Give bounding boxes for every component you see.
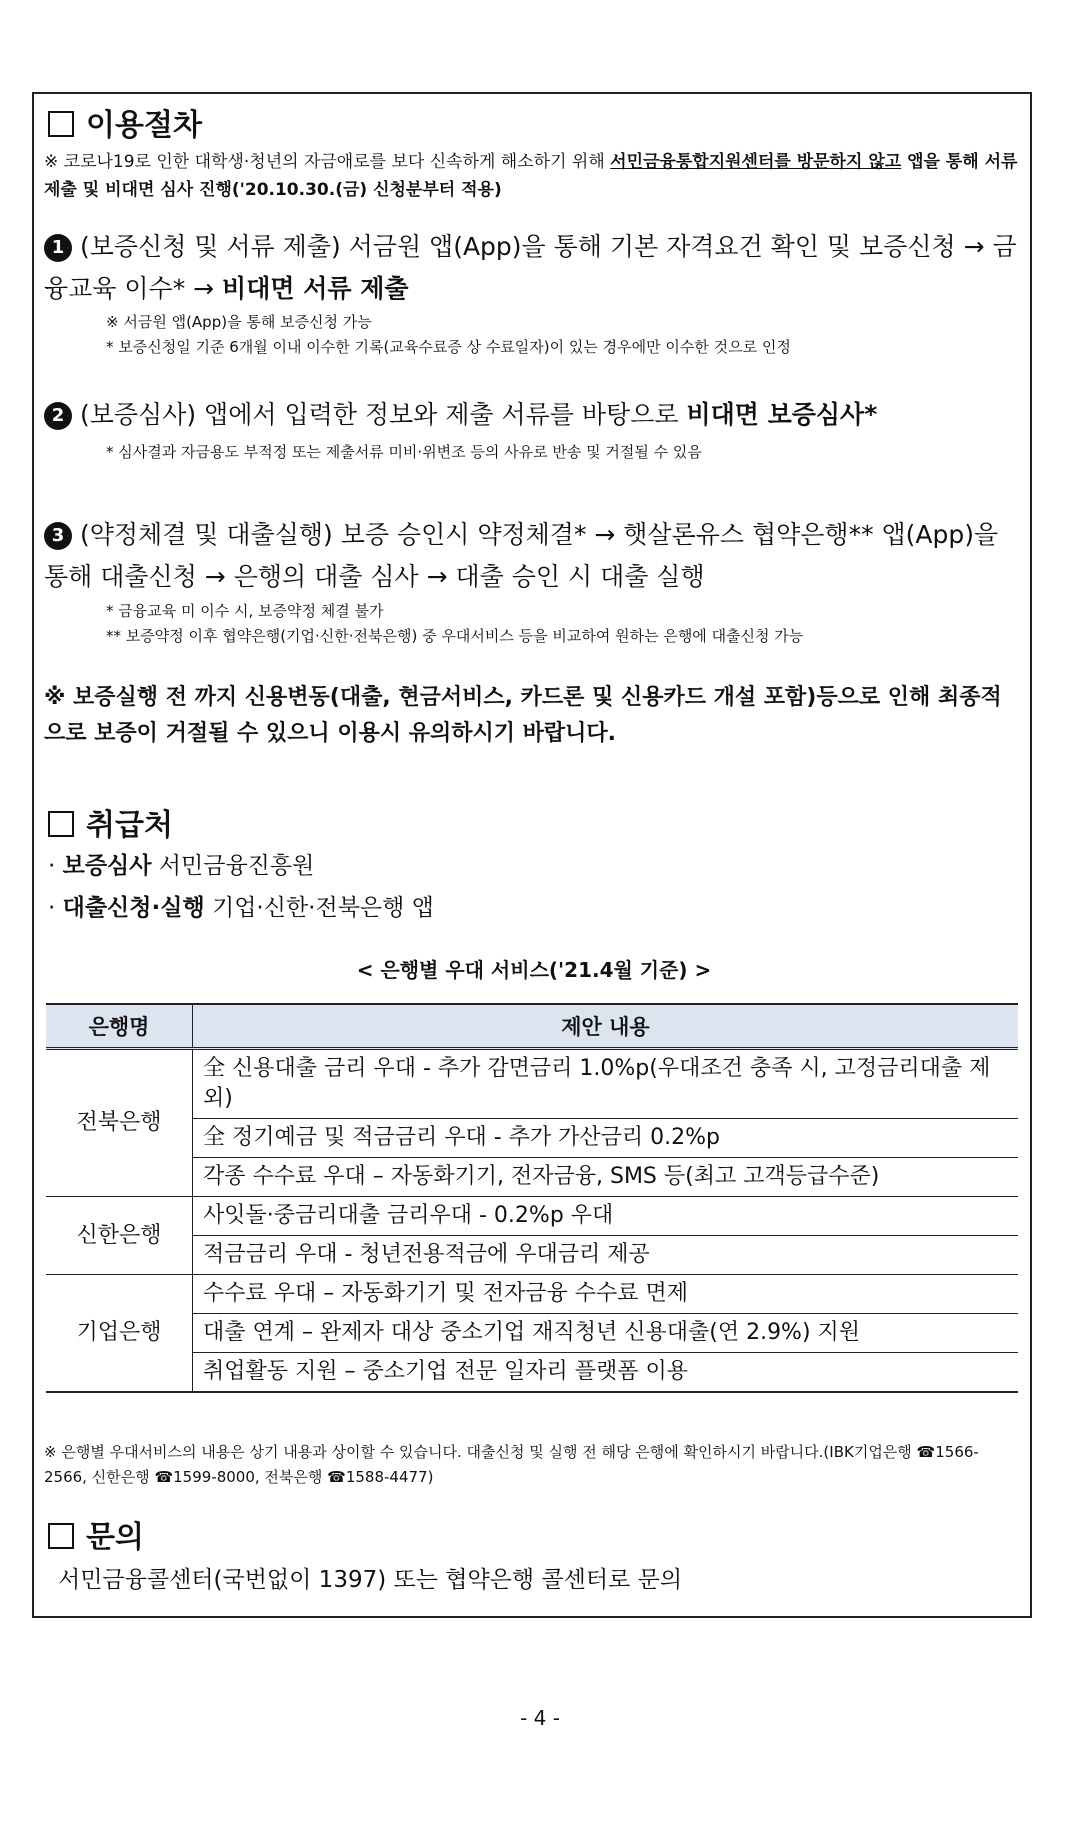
table-row: [46, 1314, 1018, 1353]
bank-name: 전북은행: [46, 1049, 193, 1197]
table-header-row: [46, 1004, 1018, 1049]
document-frame: [32, 92, 1032, 1618]
step-3-note-2: ** 보증약정 이후 협약은행(기업·신한·전북은행) 중 우대서비스 등을 비교하여 원하는 은행에 대출신청 가능: [106, 627, 804, 645]
table-row: [46, 1197, 1018, 1236]
header-content: 제안 내용: [193, 1004, 1019, 1049]
page-number: - 4 -: [520, 1706, 560, 1730]
warning-note: ※ 보증실행 전 까지 신용변동(대출, 현금서비스, 카드론 및 신용카드 개설 포함)등으로 인해 최종적으로 보증이 거절될 수 있으니 이용시 유의하시기 바랍니다.: [44, 685, 1002, 746]
step-number-icon: 3: [44, 522, 72, 550]
procedure-note: ※ 코로나19로 인한 대학생·청년의 자금애로를 보다 신속하게 해소하기 위해 서민금융통합지원센터를 방문하지 않고 앱을 통해 서류 제출 및 비대면 심사 진행('20.10.30.(금) 신청분부터 적용): [44, 152, 1018, 200]
table-footnote: ※ 은행별 우대서비스의 내용은 상기 내용과 상이할 수 있습니다. 대출신청 및 실행 전 해당 은행에 확인하시기 바랍니다.(IBK기업은행 ☎1566-2566, 신한은행 ☎1599-8000, 전북은행 ☎1588-4477): [44, 1443, 979, 1486]
step-3: 3 (약정체결 및 대출실행) 보증 승인시 약정체결* → 햇살론유스 협약은행** 앱(App)을 통해 대출신청 → 은행의 대출 심사 → 대출 승인 시 대출 실행: [44, 520, 999, 591]
service-item: 사잇돌·중금리대출 금리우대 - 0.2%p 우대: [193, 1197, 1019, 1236]
handler-item-1: · 보증심사 서민금융진흥원: [48, 853, 315, 879]
service-item: 취업활동 지원 – 중소기업 전문 일자리 플랫폼 이용: [193, 1353, 1019, 1393]
step-1-note-2: * 보증신청일 기준 6개월 이내 이수한 기록(교육수료증 상 수료일자)이 있는 경우에만 이수한 것으로 인정: [106, 338, 791, 356]
handler-item-2: · 대출신청·실행 기업·신한·전북은행 앱: [48, 895, 434, 921]
inquiry-text: 서민금융콜센터(국번없이 1397) 또는 협약은행 콜센터로 문의: [58, 1567, 683, 1593]
header-bank: 은행명: [46, 1004, 193, 1049]
step-1: 1 (보증신청 및 서류 제출) 서금원 앱(App)을 통해 기본 자격요건 확인 및 보증신청 → 금융교육 이수* → 비대면 서류 제출: [44, 232, 1017, 303]
service-item: 적금금리 우대 - 청년전용적금에 우대금리 제공: [193, 1236, 1019, 1275]
table-row: [46, 1275, 1018, 1314]
table-row: [46, 1158, 1018, 1197]
step-number-icon: 2: [44, 402, 72, 430]
bank-name: 신한은행: [46, 1197, 193, 1275]
service-item: 全 정기예금 및 적금금리 우대 - 추가 가산금리 0.2%p: [193, 1119, 1019, 1158]
procedure-title: 이용절차: [48, 100, 202, 144]
bank-name: 기업은행: [46, 1275, 193, 1393]
table-row: [46, 1236, 1018, 1275]
table-row: [46, 1049, 1018, 1119]
step-number-icon: 1: [44, 234, 72, 262]
checkbox-square-icon: [48, 1523, 74, 1549]
step-2-note-1: * 심사결과 자금용도 부적정 또는 제출서류 미비·위변조 등의 사유로 반송 및 거절될 수 있음: [106, 443, 702, 461]
table-row: [46, 1119, 1018, 1158]
service-item: 수수료 우대 – 자동화기기 및 전자금융 수수료 면제: [193, 1275, 1019, 1314]
step-2: 2 (보증심사) 앱에서 입력한 정보와 제출 서류를 바탕으로 비대면 보증심사*: [44, 394, 1019, 436]
service-item: 대출 연계 – 완제자 대상 중소기업 재직청년 신용대출(연 2.9%) 지원: [193, 1314, 1019, 1353]
bank-service-table: [46, 1003, 1018, 1393]
step-3-note-1: * 금융교육 미 이수 시, 보증약정 체결 불가: [106, 602, 384, 620]
checkbox-square-icon: [48, 811, 74, 837]
service-item: 각종 수수료 우대 – 자동화기기, 전자금융, SMS 등(최고 고객등급수준): [193, 1158, 1019, 1197]
table-caption: < 은행별 우대 서비스('21.4월 기준) >: [356, 958, 712, 982]
service-item: 全 신용대출 금리 우대 - 추가 감면금리 1.0%p(우대조건 충족 시, 고정금리대출 제외): [193, 1049, 1019, 1119]
inquiry-title: 문의: [48, 1512, 144, 1556]
step-1-note-1: ※ 서금원 앱(App)을 통해 보증신청 가능: [106, 313, 372, 331]
table-row: [46, 1353, 1018, 1393]
checkbox-square-icon: [48, 111, 74, 137]
handler-title: 취급처: [48, 800, 173, 844]
